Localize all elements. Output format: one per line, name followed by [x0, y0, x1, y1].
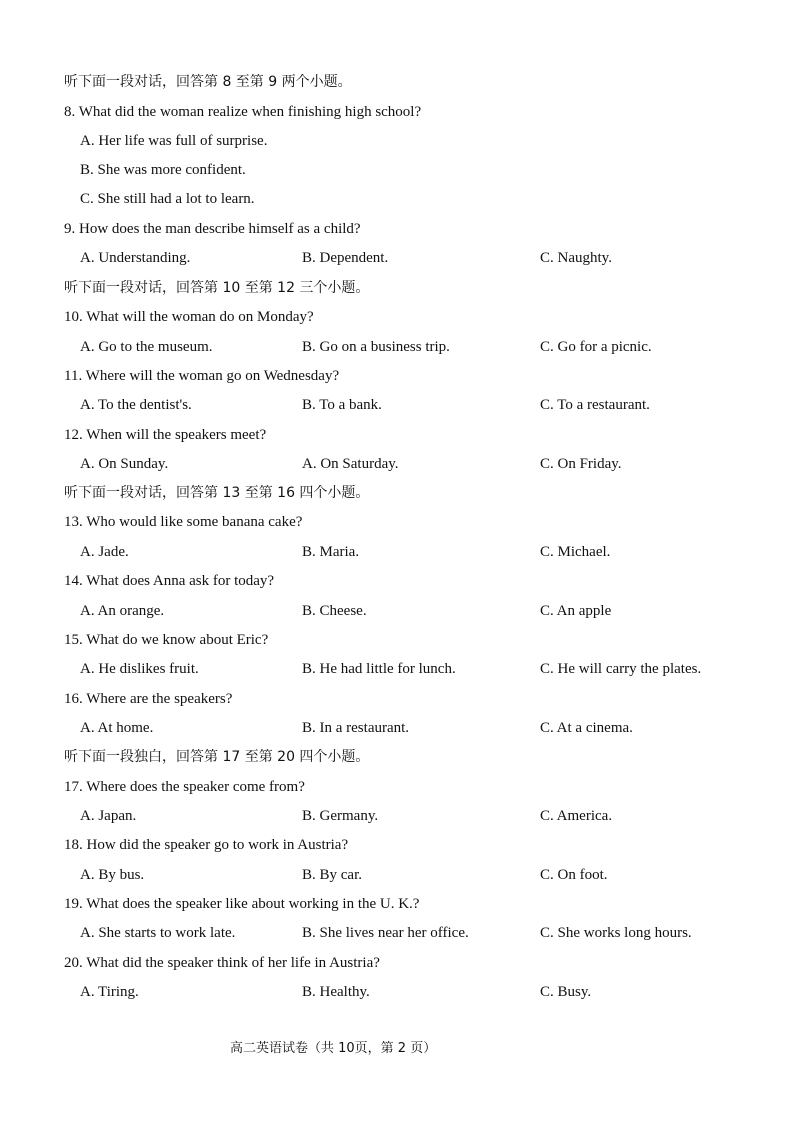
- q8-option-b: B. She was more confident.: [80, 162, 246, 178]
- question-19: 19. What does the speaker like about working in the U. K.?: [64, 896, 420, 912]
- section-header: 听下面一段独白，回答第 17 至第 20 四个小题。: [64, 749, 370, 765]
- q20-option-b: B. Healthy.: [302, 984, 370, 1000]
- q10-option-b: B. Go on a business trip.: [302, 339, 450, 355]
- q17-option-c: C. America.: [540, 808, 613, 824]
- question-10: 10. What will the woman do on Monday?: [64, 309, 314, 325]
- q10-option-c: C. Go for a picnic.: [540, 339, 652, 355]
- q16-option-b: B. In a restaurant.: [302, 720, 410, 736]
- q20-option-a: A. Tiring.: [80, 984, 139, 1000]
- q13-option-b: B. Maria.: [302, 544, 360, 560]
- q8-option-a: A. Her life was full of surprise.: [80, 133, 268, 149]
- section-header: 听下面一段对话，回答第 10 至第 12 三个小题。: [64, 280, 370, 296]
- question-20: 20. What did the speaker think of her life in Austria?: [64, 955, 380, 971]
- q11-option-b: B. To a bank.: [302, 397, 382, 413]
- question-13: 13. Who would like some banana cake?: [64, 514, 303, 530]
- q9-option-b: B. Dependent.: [302, 250, 389, 266]
- question-14: 14. What does Anna ask for today?: [64, 573, 275, 589]
- q13-option-a: A. Jade.: [80, 544, 129, 560]
- q17-option-b: B. Germany.: [302, 808, 379, 824]
- q15-option-a: A. He dislikes fruit.: [80, 661, 199, 677]
- q11-option-a: A. To the dentist's.: [80, 397, 192, 413]
- q19-option-a: A. She starts to work late.: [80, 925, 236, 941]
- q11-option-c: C. To a restaurant.: [540, 397, 650, 413]
- q18-option-c: C. On foot.: [540, 867, 608, 883]
- question-11: 11. Where will the woman go on Wednesday?: [64, 368, 340, 384]
- q14-option-b: B. Cheese.: [302, 603, 367, 619]
- q9-option-a: A. Understanding.: [80, 250, 191, 266]
- q17-option-a: A. Japan.: [80, 808, 137, 824]
- q18-option-b: B. By car.: [302, 867, 362, 883]
- q14-option-a: A. An orange.: [80, 603, 165, 619]
- question-9: 9. How does the man describe himself as a child?: [64, 221, 361, 237]
- q9-option-c: C. Naughty.: [540, 250, 612, 266]
- q16-option-c: C. At a cinema.: [540, 720, 633, 736]
- section-header: 听下面一段对话，回答第 13 至第 16 四个小题。: [64, 485, 370, 501]
- q8-option-c: C. She still had a lot to learn.: [80, 191, 255, 207]
- q14-option-c: C. An apple: [540, 603, 612, 619]
- q12-option-a: A. On Sunday.: [80, 456, 169, 472]
- section-header: 听下面一段对话，回答第 8 至第 9 两个小题。: [64, 74, 352, 90]
- q12-option-c: C. On Friday.: [540, 456, 622, 472]
- question-17: 17. Where does the speaker come from?: [64, 779, 305, 795]
- page-footer: 高二英语试卷（共 10页，第 2 页）: [230, 1041, 437, 1056]
- q10-option-a: A. Go to the museum.: [80, 339, 213, 355]
- question-18: 18. How did the speaker go to work in Austria?: [64, 837, 349, 853]
- q13-option-c: C. Michael.: [540, 544, 611, 560]
- q19-option-b: B. She lives near her office.: [302, 925, 469, 941]
- question-16: 16. Where are the speakers?: [64, 691, 233, 707]
- question-8: 8. What did the woman realize when finishing high school?: [64, 104, 422, 120]
- question-15: 15. What do we know about Eric?: [64, 632, 269, 648]
- q12-option-b: A. On Saturday.: [302, 456, 399, 472]
- q20-option-c: C. Busy.: [540, 984, 592, 1000]
- q16-option-a: A. At home.: [80, 720, 154, 736]
- q15-option-b: B. He had little for lunch.: [302, 661, 456, 677]
- q15-option-c: C. He will carry the plates.: [540, 661, 702, 677]
- question-12: 12. When will the speakers meet?: [64, 427, 267, 443]
- q19-option-c: C. She works long hours.: [540, 925, 692, 941]
- q18-option-a: A. By bus.: [80, 867, 145, 883]
